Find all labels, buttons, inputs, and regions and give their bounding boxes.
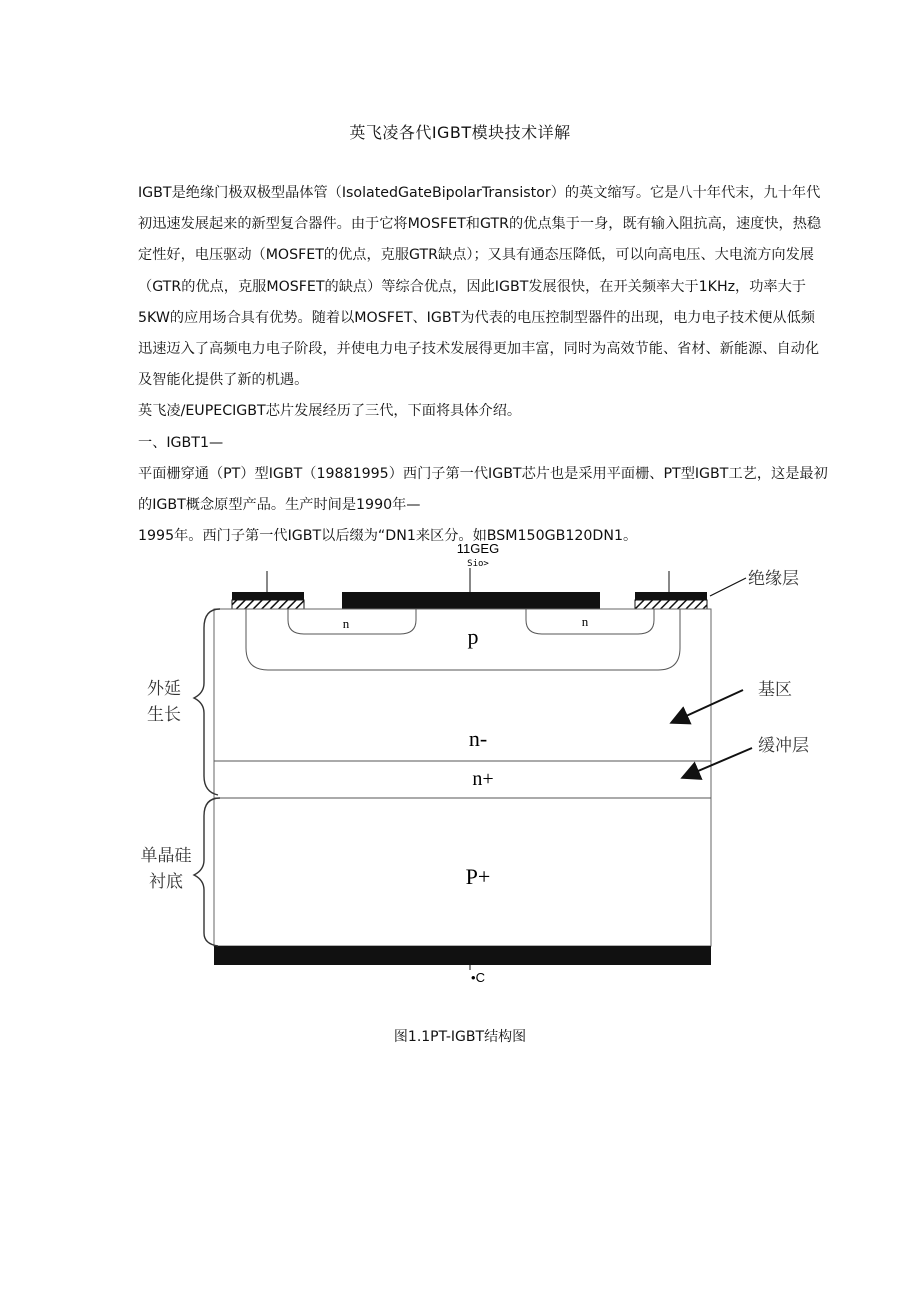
region-p-label: p [467,624,479,649]
region-n-left-label: n [342,616,350,631]
insulation-hatch-right [635,600,707,609]
figure-caption: 图1.1PT-IGBT结构图 [393,1029,527,1045]
emitter-contact-left [232,592,304,600]
region-p-plus-label: P+ [465,864,491,889]
paragraph-generations: 英飞凌/EUPECIGBT芯片发展经历了三代，下面将具体介绍。 [138,403,522,420]
epi-label-line1: 外延 [147,679,181,699]
epi-label-line2: 生长 [147,705,181,725]
pt-igbt-structure-diagram [128,538,828,998]
device-body [214,609,711,946]
document-body [138,178,828,552]
base-label: 基区 [758,680,792,700]
gate-electrode [342,592,600,609]
buffer-label: 缓冲层 [758,736,809,756]
paragraph-dn1: 1995年。西门子第一代IGBT以后缀为“DN1来区分。如BSM150GB120DN1。 [138,528,638,545]
collector-metal [214,946,711,965]
section-heading-igbt1: 一、IGBT1— [138,434,224,451]
collector-label: •C [471,970,485,985]
emitter-contact-right [635,592,707,600]
insulation-hatch-left [232,600,304,609]
insulation-label: 绝缘层 [748,569,799,589]
insulation-pointer [710,578,746,596]
region-n-plus-label: n+ [472,768,494,790]
gate-label: 11GEG [456,541,500,556]
paragraph-pt-igbt: 平面栅穿通（PT）型IGBT（19881995）西门子第一代IGBT芯片也是采用平面栅、PT型IGBT工艺，这是最初的IGBT概念原型产品。生产时间是1990年— [138,465,828,514]
region-n-right-label: n [581,614,589,629]
substrate-label-line2: 衬底 [149,872,183,892]
document-title: 英飞凌各代IGBT模块技术详解 [349,123,571,142]
sio-label: Sio> [467,559,489,569]
region-n-minus-label: n- [468,726,488,751]
substrate-label-line1: 单晶硅 [140,846,192,866]
paragraph-intro: IGBT是绝缘门极双极型晶体管（IsolatedGateBipolarTransistor）的英文缩写。它是八十年代末，九十年代初迅速发展起来的新型复合器件。由于它将MOSFET和GTR的优点集于一身，既有输入阻抗高，速度快，热稳定性好，电压驱动（MOSFET的优点，克服GTR缺点）；又具有通态压降低，可以向高电压、大电流方向发展（GTR的优点，克服MOSFET的缺点）等综合优点，因此IGBT发展很快，在开关频率大于1KHz，功率大于5KW的应用场合具有优势。随着以MOSFET、IGBT为代表的电压控制型器件的出现，电力电子技术便从低频迅速迈入了高频电力电子阶段，并使电力电子技术发展得更加丰富，同时为高效节能、省材、新能源、自动化及智能化提供了新的机遇。 [138,185,822,389]
